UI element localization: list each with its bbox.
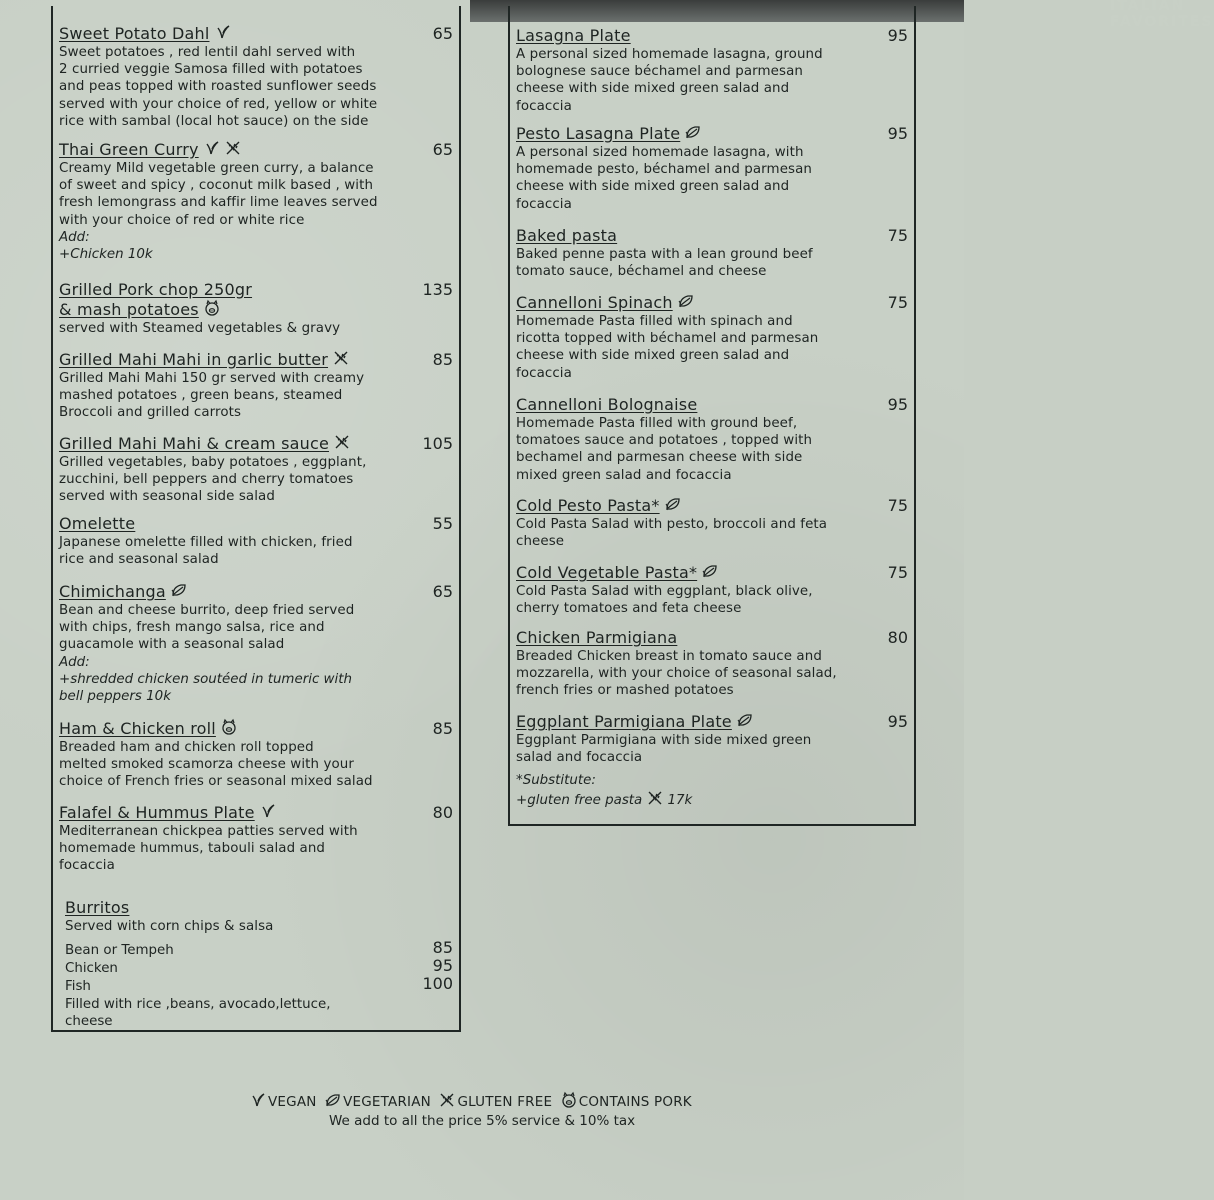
item-price: 95 (887, 712, 908, 731)
item-description-line: focaccia (516, 365, 572, 381)
gluten-free-icon (225, 140, 241, 156)
item-description-line: cheese with side mixed green salad and (516, 179, 790, 195)
item-price: 65 (432, 24, 453, 43)
service-tax-note: We add to all the price 5% service & 10% tax (329, 1113, 636, 1129)
burrito-option (65, 938, 459, 959)
right-menu-item (510, 226, 914, 280)
item-description-line: Mediterranean chickpea patties served with (59, 824, 358, 839)
vegetarian-icon (737, 712, 753, 728)
vegetarian-icon (702, 563, 718, 579)
item-description-line: choice of French fries or seasonal mixed salad (59, 774, 373, 790)
item-description-line: Creamy Mild vegetable green curry, a balance (59, 161, 374, 176)
item-title: Grilled Pork chop 250gr (59, 280, 253, 299)
gluten-free-icon (439, 1092, 455, 1108)
left-menu-item (53, 434, 459, 506)
item-price: 105 (422, 434, 453, 453)
item-price: 85 (432, 719, 453, 738)
vegan-icon (215, 24, 231, 40)
item-description-line: rice with sambal (local hot sauce) on the side (59, 113, 369, 129)
left-menu-item (53, 350, 459, 422)
item-price: 75 (887, 563, 908, 582)
left-menu-item (53, 140, 459, 263)
item-description-line: bechamel and parmesan cheese with side (516, 450, 803, 466)
item-description-line: cheese with side mixed green salad and (516, 81, 790, 97)
item-title: Cold Pesto Pasta* (516, 496, 660, 515)
pork-icon (561, 1092, 577, 1108)
left-menu-item (53, 803, 459, 875)
right-menu-column (508, 6, 916, 826)
item-description-line: served with seasonal side salad (59, 489, 275, 505)
pork-icon (204, 300, 220, 316)
item-title-row (516, 293, 914, 313)
item-description-line: Homemade Pasta filled with spinach and (516, 314, 793, 329)
item-price: 95 (887, 26, 908, 45)
item-title: Omelette (59, 514, 136, 533)
burritos-footer-line: cheese (65, 1014, 113, 1029)
item-description-line: Bean and cheese burrito, deep fried served (59, 603, 355, 618)
vegetarian-icon (685, 124, 701, 140)
item-description-line: melted smoked scamorza cheese with your (59, 757, 354, 773)
item-title-row (516, 124, 914, 144)
item-price: 80 (887, 628, 908, 647)
item-description-line: Sweet potatoes , red lentil dahl served with (59, 45, 356, 60)
burrito-option-price: 95 (432, 956, 453, 975)
right-menu-item (510, 26, 914, 115)
vegetarian-icon (665, 496, 681, 512)
item-description-line: guacamole with a seasonal salad (59, 637, 285, 653)
legend-vegetarian: VEGETARIAN (343, 1094, 431, 1110)
item-title-row (516, 226, 914, 246)
item-title-row (59, 719, 459, 739)
item-title-row (59, 300, 459, 320)
item-description-line: of sweet and spicy , coconut milk based , with (59, 178, 374, 194)
vegan-icon (204, 140, 220, 156)
item-title: Cold Vegetable Pasta* (516, 563, 698, 582)
burrito-option-label: Chicken (65, 961, 118, 976)
item-title: Cannelloni Spinach (516, 293, 673, 312)
item-description-line: Eggplant Parmigiana with side mixed green (516, 733, 812, 748)
item-title: Chimichanga (59, 582, 166, 601)
item-title-row (516, 628, 914, 648)
item-description-line: french fries or mashed potatoes (516, 683, 734, 699)
item-description-line: zucchini, bell peppers and cherry tomatoes (59, 472, 354, 488)
item-price: 65 (432, 140, 453, 159)
item-description-line: rice and seasonal salad (59, 552, 219, 568)
item-description-line: Japanese omelette filled with chicken, fried (59, 535, 353, 550)
item-description-line: focaccia (516, 98, 572, 114)
burrito-option-label: Bean or Tempeh (65, 943, 174, 958)
item-price: 80 (432, 803, 453, 822)
item-title: Falafel & Hummus Plate (59, 803, 255, 822)
add-on-line: +shredded chicken soutéed in tumeric with (59, 671, 352, 687)
left-menu-item (53, 280, 459, 337)
item-description-line: A personal sized homemade lasagna, ground (516, 47, 823, 62)
substitute-text: +gluten free pasta (516, 792, 643, 808)
right-menu-item (510, 712, 914, 809)
item-description-line: and peas topped with roasted sunflower seeds (59, 79, 377, 95)
burrito-option-price: 85 (432, 938, 453, 957)
item-price: 75 (887, 226, 908, 245)
item-description-line: served with your choice of red, yellow or white (59, 96, 378, 112)
item-description-line: salad and focaccia (516, 750, 643, 766)
item-description-line: Broccoli and grilled carrots (59, 405, 242, 421)
item-price: 65 (432, 582, 453, 601)
gluten-free-icon (647, 790, 663, 806)
item-title: Ham & Chicken roll (59, 719, 216, 738)
item-title: Eggplant Parmigiana Plate (516, 712, 732, 731)
burrito-option-price: 100 (422, 974, 453, 993)
item-description-line: bolognese sauce béchamel and parmesan (516, 64, 803, 80)
item-title: Cannelloni Bolognaise (516, 395, 698, 414)
vegan-icon (260, 803, 276, 819)
legend-vegan: VEGAN (268, 1094, 317, 1110)
add-on-line: Add: (59, 229, 90, 245)
item-title-row (516, 26, 914, 46)
item-description-line: Grilled vegetables, baby potatoes , eggplant, (59, 455, 367, 470)
left-menu-column (51, 6, 461, 1032)
substitute-label: *Substitute: (516, 773, 596, 789)
item-title-row (59, 280, 459, 300)
right-menu-item (510, 124, 914, 213)
vegetarian-icon (678, 293, 694, 309)
substitute-option (516, 790, 914, 809)
item-description-line: with chips, fresh mango salsa, rice and (59, 620, 325, 636)
add-on-line: bell peppers 10k (59, 689, 171, 705)
right-menu-item (510, 293, 914, 382)
item-description-line: homemade hummus, tabouli salad and (59, 841, 326, 857)
item-title: Grilled Mahi Mahi in garlic butter (59, 350, 329, 369)
item-price: 95 (887, 124, 908, 143)
item-description-line: cheese (516, 534, 565, 550)
item-description-line: 2 curried veggie Samosa filled with potatoes (59, 62, 363, 78)
burritos-section (53, 898, 459, 935)
item-description-line: fresh lemongrass and kaffir lime leaves served (59, 195, 378, 211)
item-description-line: Breaded Chicken breast in tomato sauce and (516, 649, 822, 664)
item-description-line: mozzarella, with your choice of seasonal salad, (516, 666, 837, 682)
left-menu-item (53, 24, 459, 130)
item-title: Sweet Potato Dahl (59, 24, 210, 43)
left-menu-item (53, 582, 459, 705)
item-title-row (516, 563, 914, 583)
item-description-line: Cold Pasta Salad with eggplant, black olive, (516, 584, 813, 599)
burritos-intro: Served with corn chips & salsa (65, 919, 274, 934)
substitute-price: 17k (663, 792, 693, 808)
item-description-line: tomato sauce, béchamel and cheese (516, 264, 767, 280)
left-menu-item (53, 719, 459, 791)
item-title-row (516, 395, 914, 415)
item-price: 95 (887, 395, 908, 414)
item-description-line: mixed green salad and focaccia (516, 467, 732, 483)
item-description-line: Baked penne pasta with a lean ground beef (516, 247, 813, 262)
item-price: 85 (432, 350, 453, 369)
item-title-row (516, 712, 914, 732)
item-price: 55 (432, 514, 453, 533)
item-title-row (59, 350, 459, 370)
item-description-line: ricotta topped with béchamel and parmesan (516, 331, 819, 347)
burrito-option (65, 956, 459, 977)
item-description-line: focaccia (59, 858, 115, 874)
burritos-footer-line: Filled with rice ,beans, avocado,lettuce, (65, 997, 331, 1012)
gluten-free-icon (333, 350, 349, 366)
item-price: 75 (887, 293, 908, 312)
section-title: ITALIAN FAVORITES (1110, 0, 1214, 30)
item-title-row (59, 803, 459, 823)
item-title-row (59, 24, 459, 44)
item-description-line: A personal sized homemade lasagna, with (516, 145, 804, 160)
item-title: Grilled Mahi Mahi & cream sauce (59, 434, 329, 453)
left-menu-item (53, 514, 459, 568)
item-description-line: Breaded ham and chicken roll topped (59, 740, 314, 755)
right-menu-item (510, 395, 914, 484)
item-title-row (59, 434, 459, 454)
gluten-free-icon (334, 434, 350, 450)
item-description-line: served with Steamed vegetables & gravy (59, 321, 341, 336)
item-description-line: cherry tomatoes and feta cheese (516, 601, 742, 617)
item-title: Baked pasta (516, 226, 618, 245)
item-title-row (59, 140, 459, 160)
item-description-line: with your choice of red or white rice (59, 212, 305, 228)
right-menu-item (510, 628, 914, 700)
item-description-line: focaccia (516, 196, 572, 212)
item-price: 135 (422, 280, 453, 299)
item-description-line: homemade pesto, béchamel and parmesan (516, 162, 813, 178)
item-title: Thai Green Curry (59, 140, 199, 159)
item-title: Chicken Parmigiana (516, 628, 678, 647)
right-menu-item (510, 496, 914, 550)
item-title: Pesto Lasagna Plate (516, 124, 681, 143)
right-menu-item (510, 563, 914, 617)
item-title-row (516, 496, 914, 516)
item-price: 75 (887, 496, 908, 515)
add-on-line: Add: (59, 654, 90, 670)
item-description-line: Cold Pasta Salad with pesto, broccoli and feta (516, 517, 828, 532)
burrito-option (65, 974, 459, 995)
item-description-line: mashed potatoes , green beans, steamed (59, 388, 343, 404)
item-title-row (59, 582, 459, 602)
item-description-line: Grilled Mahi Mahi 150 gr served with creamy (59, 371, 365, 386)
item-description-line: tomatoes sauce and potatoes , topped with (516, 433, 813, 449)
legend-gluten-free: GLUTEN FREE (457, 1094, 553, 1110)
item-description-line: Homemade Pasta filled with ground beef, (516, 416, 798, 431)
item-title-cont: & mash potatoes (59, 300, 199, 319)
dietary-legend (250, 1092, 696, 1110)
vegetarian-icon (171, 582, 187, 598)
burritos-title: Burritos (65, 898, 130, 917)
item-description-line: cheese with side mixed green salad and (516, 348, 790, 364)
vegetarian-icon (325, 1092, 341, 1108)
legend-pork: CONTAINS PORK (578, 1094, 692, 1110)
pork-icon (221, 719, 237, 735)
burrito-option-label: Fish (65, 979, 91, 994)
vegan-icon (250, 1092, 266, 1108)
item-title: Lasagna Plate (516, 26, 631, 45)
item-title-row (59, 514, 459, 534)
add-on-line: +Chicken 10k (59, 247, 153, 263)
